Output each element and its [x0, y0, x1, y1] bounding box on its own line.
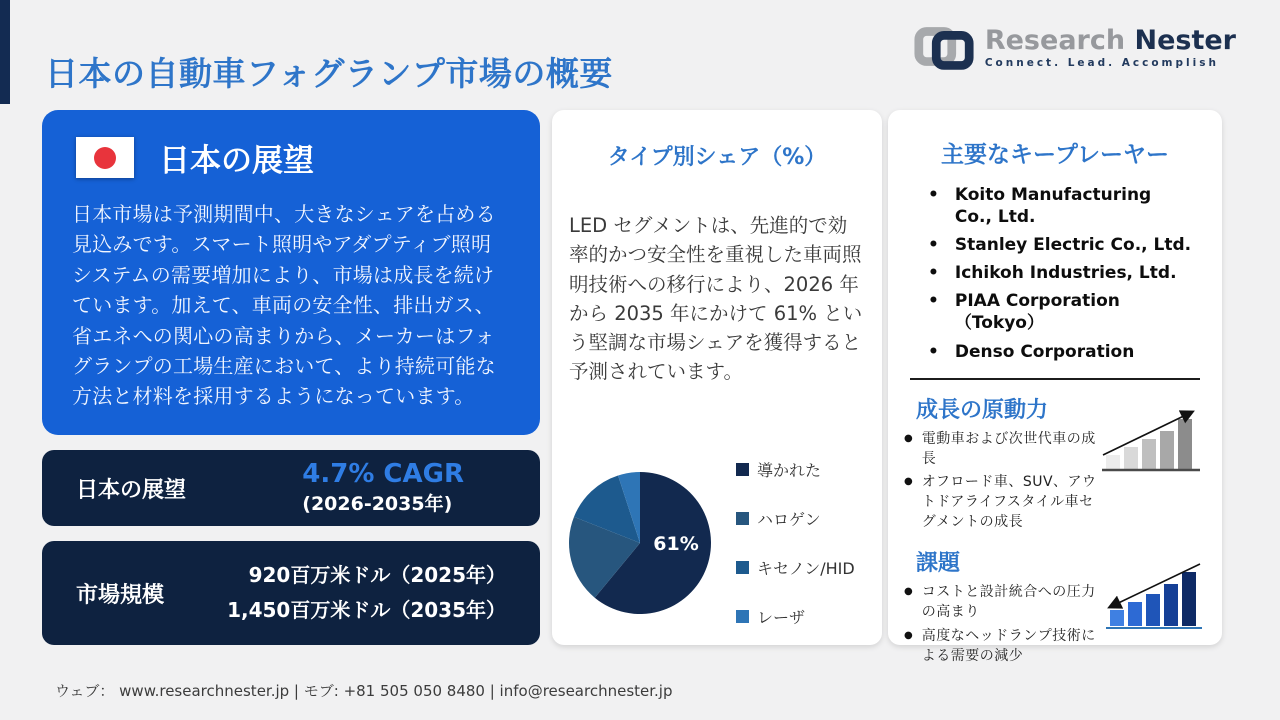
- legend-swatch-halogen: [736, 512, 749, 525]
- type-share-pie-chart: [566, 469, 714, 617]
- key-player-item: [928, 290, 1194, 334]
- key-player-item: [928, 234, 1194, 256]
- bullet-icon: •: [928, 185, 939, 205]
- market-size-card: [42, 541, 540, 645]
- growth-drivers-title: 成長の原動力: [916, 397, 1049, 423]
- challenge-text: コストと設計統合への圧力の高まり: [921, 584, 1096, 620]
- japan-outlook-card: [42, 110, 540, 435]
- logo-brand: [984, 24, 1236, 56]
- key-player-name: Koito Manufacturing Co., Ltd.: [954, 185, 1152, 228]
- bullet-icon: •: [928, 341, 939, 362]
- challenge-text: 高度なヘッドランプ技術による需要の減少: [921, 627, 1096, 664]
- market-size-label: 市場規模: [76, 582, 165, 608]
- legend-swatch-laser: [736, 610, 749, 623]
- legend-item-xenon-hid: [736, 556, 855, 579]
- outlook-card-header: [76, 135, 512, 180]
- bullet-icon: ●: [904, 586, 913, 598]
- key-player-name: Denso Corporation: [954, 341, 1135, 362]
- legend-label-led: 導かれた: [757, 461, 822, 480]
- section-divider: [910, 378, 1200, 380]
- growth-driver-text: オフロード車、SUV、アウトドアライフスタイル車セグメントの成長: [921, 474, 1097, 531]
- market-size-values: [227, 558, 506, 628]
- key-player-name: Stanley Electric Co., Ltd.: [954, 235, 1192, 256]
- legend-label-halogen: ハロゲン: [757, 510, 821, 529]
- bullet-icon: ●: [904, 629, 913, 641]
- japan-flag-icon: [76, 137, 134, 178]
- research-nester-logo: [913, 22, 1236, 74]
- cagr-card: [42, 450, 540, 526]
- legend-item-laser: [736, 605, 855, 628]
- outlook-heading: 日本の展望: [159, 143, 314, 179]
- challenges-title: 課題: [916, 551, 961, 577]
- challenge-bars-icon: [1102, 562, 1204, 644]
- market-size-2025: 920百万米ドル（2025年）: [248, 563, 506, 587]
- cagr-value: 4.7% CAGR: [302, 459, 464, 490]
- bullet-icon: ●: [904, 432, 913, 444]
- pie-data-label: 61%: [653, 533, 699, 555]
- legend-swatch-led: [736, 463, 749, 476]
- japan-flag-sun: [94, 147, 116, 169]
- cagr-card-label: 日本の展望: [76, 477, 187, 503]
- key-players-card: [888, 110, 1222, 664]
- growth-drivers-section: [904, 393, 1206, 533]
- legend-swatch-xenon-hid: [736, 561, 749, 574]
- legend-item-led: [736, 458, 855, 481]
- cagr-value-block: [302, 460, 464, 516]
- key-player-name: PIAA Corporation（Tokyo）: [954, 291, 1120, 334]
- key-player-name: Ichikoh Industries, Ltd.: [954, 263, 1177, 284]
- cagr-period: (2026-2035年): [302, 492, 453, 515]
- key-player-item: [928, 184, 1194, 228]
- legend-label-xenon-hid: キセノン/HID: [757, 559, 855, 578]
- logo-text: [984, 24, 1236, 70]
- type-share-body-text: LED セグメントは、先進的で効率的かつ安全性を重視した車両照明技術への移行により、2026 年から 2035 年にかけて 61% という堅調な市場シェアを獲得すると予測されています。: [569, 214, 863, 384]
- pie-chart-area: [552, 461, 882, 627]
- outlook-body-text: 日本市場は予測期間中、大きなシェアを占める見込みです。スマート照明やアダプティブ照明システムの需要増加により、市場は成長を続けています。加えて、車両の安全性、排出ガス、省エネへの関心の高まりから、メーカーはフォグランプの工場生産において、より持続可能な方法と材料を採用するようになっています。: [72, 202, 496, 409]
- key-player-item: [928, 341, 1194, 363]
- legend-label-laser: レーザ: [757, 608, 806, 627]
- header-accent-bar: [0, 0, 10, 104]
- page-title: 日本の自動車フォグランプ市場の概要: [45, 54, 613, 94]
- key-players-list: [928, 184, 1206, 363]
- bullet-icon: ●: [904, 476, 913, 488]
- market-size-2035: 1,450百万米ドル（2035年）: [227, 598, 506, 622]
- chain-link-logo-icon: [913, 22, 975, 74]
- key-player-item: [928, 262, 1194, 284]
- key-players-title: 主要なキープレーヤー: [941, 142, 1169, 168]
- legend-item-halogen: [736, 507, 855, 530]
- bullet-icon: •: [928, 291, 939, 312]
- bullet-icon: •: [928, 235, 939, 256]
- growth-bars-icon: [1102, 405, 1204, 489]
- logo-brand-nester: Nester: [1134, 24, 1236, 56]
- challenges-section: [904, 546, 1206, 667]
- type-share-title: タイプ別シェア（%）: [607, 145, 827, 170]
- logo-brand-research: Research: [984, 24, 1126, 56]
- bullet-icon: •: [928, 263, 939, 284]
- logo-tagline: Connect. Lead. Accomplish: [984, 57, 1219, 70]
- growth-driver-text: 電動車および次世代車の成長: [921, 430, 1096, 467]
- pie-legend: [736, 458, 855, 628]
- type-share-card: [552, 110, 882, 645]
- footer-contact-text: ウェブ： www.researchnester.jp | モブ: +81 505 050 8480 | info@researchnester.jp: [55, 682, 673, 700]
